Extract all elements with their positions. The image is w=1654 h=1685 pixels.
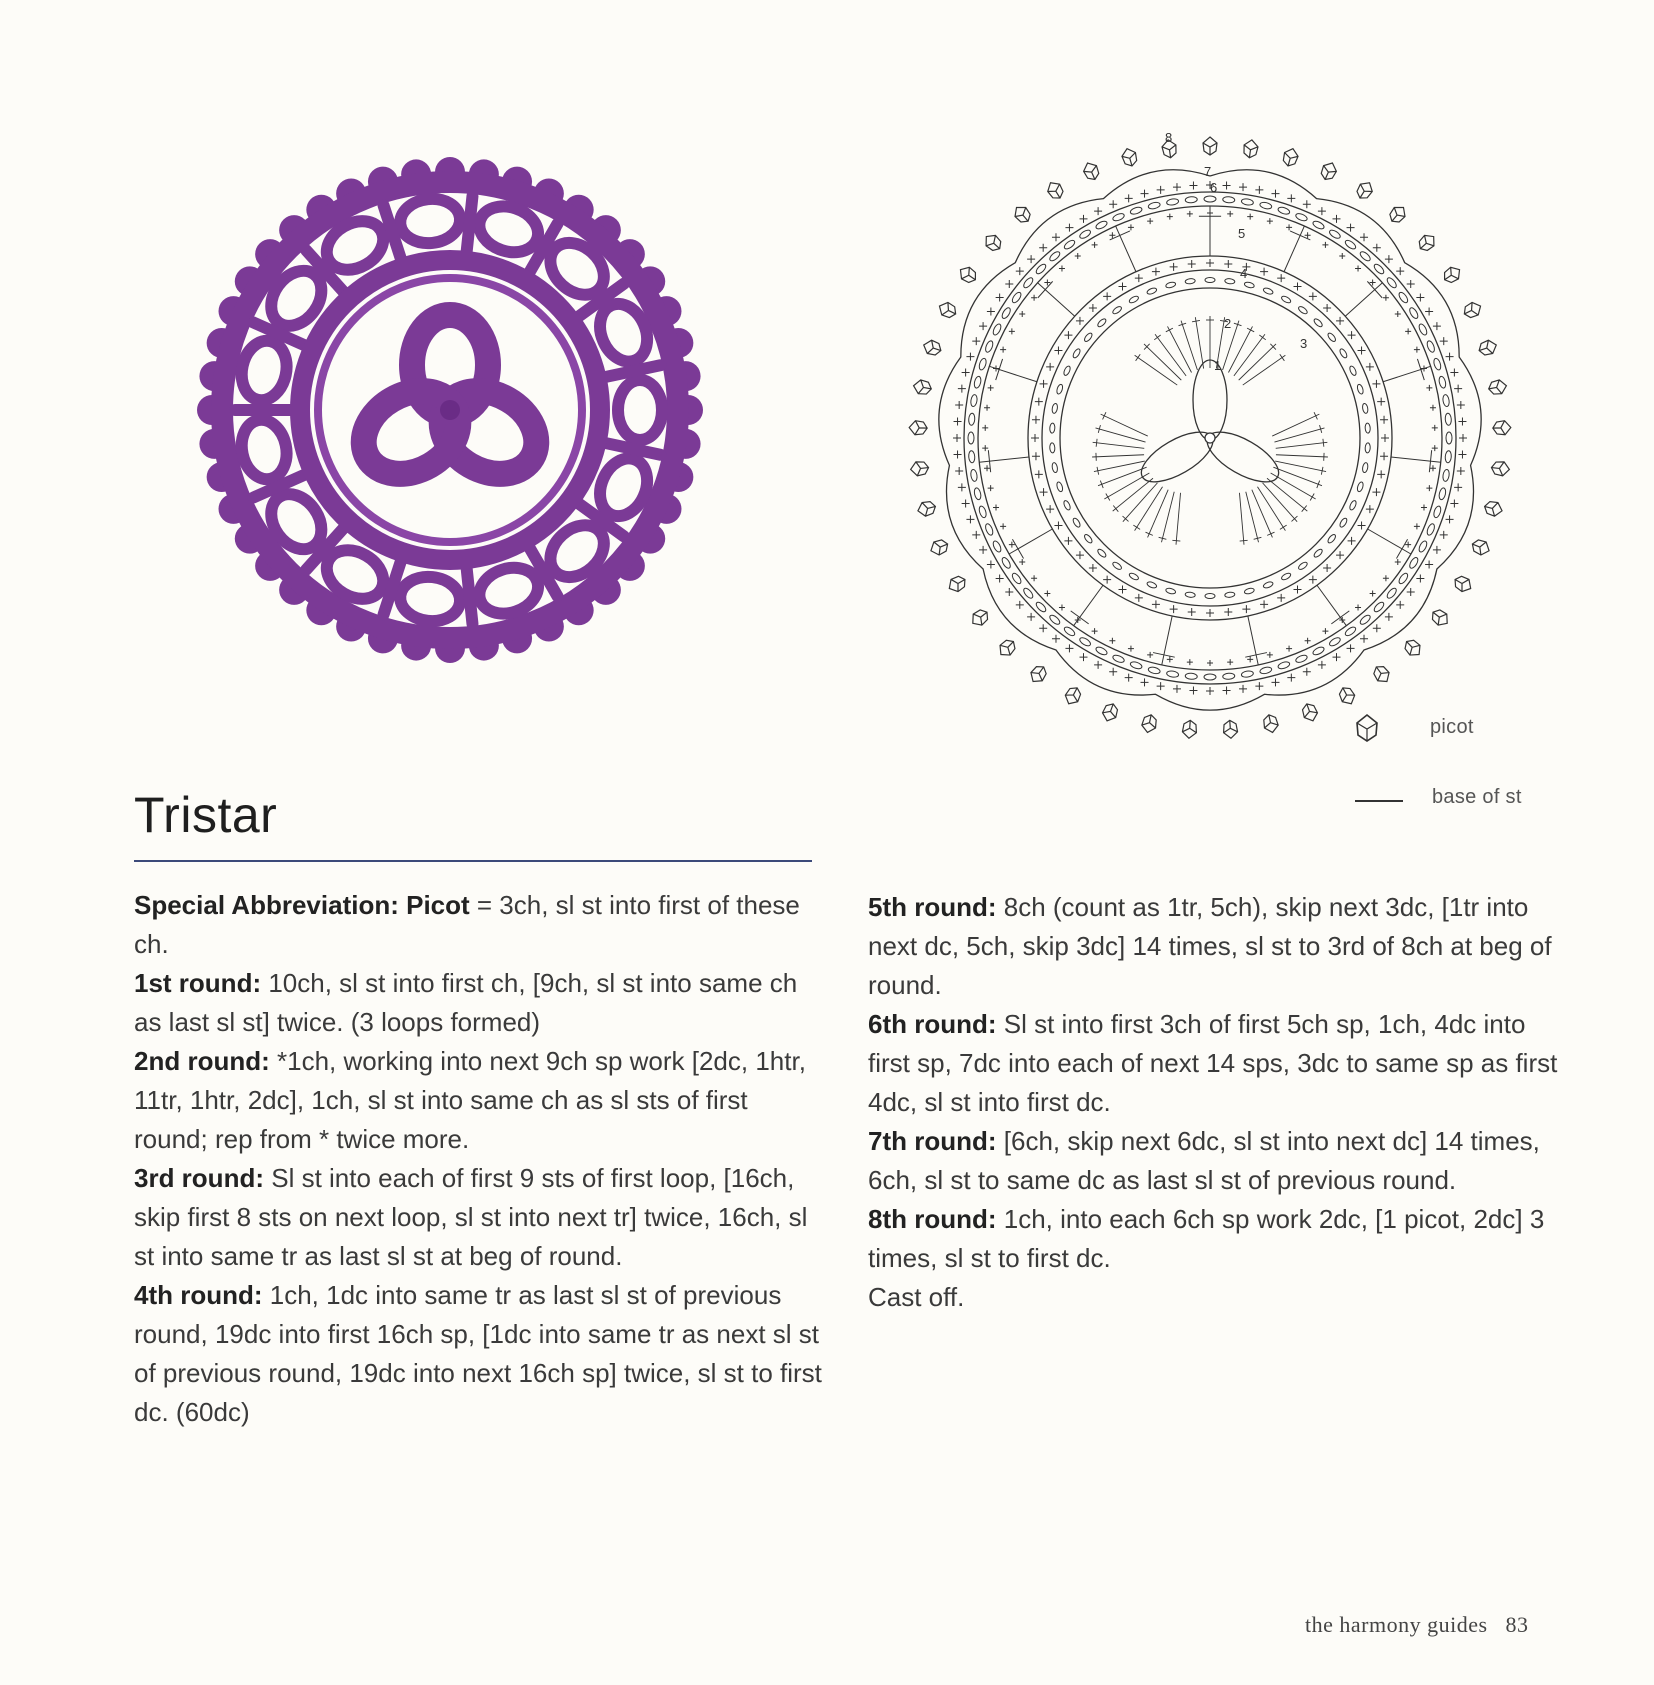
instruction-paragraph [134,1276,824,1432]
round-label: 7th round: [868,1126,997,1156]
round-number-label: 4 [1240,266,1248,281]
instruction-paragraph [134,1042,824,1159]
round-label: 5th round: [868,892,997,922]
round-label: 2nd round: [134,1046,270,1076]
round-text: 8ch (count as 1tr, 5ch), skip next 3dc, [1tr into next dc, 5ch, skip 3dc] 14 times, sl st to 3rd of 8ch at beg of round. [868,892,1552,1000]
round-text: 10ch, sl st into first ch, [9ch, sl st into same ch as last sl st] twice. (3 loops formed) [134,968,798,1037]
round-label: 3rd round: [134,1163,264,1193]
round-text: Sl st into each of first 9 sts of first loop, [16ch, skip first 8 sts on next loop, sl st into next tr] twice, 16ch, sl st into same tr as last sl st at beg of round. [134,1163,808,1271]
instructions-left-column [134,886,824,1432]
round-number-label: 6 [1210,180,1218,195]
instruction-paragraph [868,888,1558,1005]
instruction-paragraph [868,1200,1558,1278]
legend-base-line [1355,800,1403,802]
footer-series-title: the harmony guides [1305,1612,1488,1637]
page-number: 83 [1505,1612,1529,1637]
picot-legend-icon [1353,713,1381,743]
crochet-chart-diagram [900,128,1520,748]
round-number-label: 8 [1165,130,1173,145]
round-number-label: 5 [1238,226,1246,241]
round-number-label: 2 [1224,316,1232,331]
instruction-paragraph [134,964,824,1042]
round-text: *1ch, working into next 9ch sp work [2dc, 1htr, 11tr, 1htr, 2dc], 1ch, sl st into same ch as sl sts of first round; rep from * twice more. [134,1046,806,1154]
round-label: Special Abbreviation: Picot [134,890,470,920]
round-text: [6ch, skip next 6dc, sl st into next dc] 14 times, 6ch, sl st to same dc as last sl st of previous round. [868,1126,1540,1195]
page-title: Tristar [134,787,278,843]
instruction-paragraph [868,1278,1558,1317]
instruction-paragraph [134,886,824,964]
legend-picot-label: picot [1430,716,1474,738]
round-text: 1ch, 1dc into same tr as last sl st of previous round, 19dc into first 16ch sp, [1dc into same tr as next sl st of previous round, 19dc into next 16ch sp] twice, sl st to first dc. (60dc) [134,1280,822,1427]
instruction-paragraph [868,1122,1558,1200]
round-number-label: 1 [1214,358,1222,373]
round-text: = 3ch, sl st into first of these ch. [134,890,800,959]
instruction-paragraph [868,1005,1558,1122]
round-text: Sl st into first 3ch of first 5ch sp, 1ch, 4dc into first sp, 7dc into each of next 14 sps, 3dc to same sp as first 4dc, sl st into first dc. [868,1009,1558,1117]
page-footer [1305,1612,1529,1638]
round-label: 4th round: [134,1280,263,1310]
instructions-right-column [868,888,1558,1317]
round-label: 6th round: [868,1009,997,1039]
round-label: 1st round: [134,968,262,998]
legend-base-of-st-label: base of st [1432,786,1522,808]
round-number-label: 7 [1204,164,1212,179]
round-label: 8th round: [868,1204,997,1234]
round-text: 1ch, into each 6ch sp work 2dc, [1 picot, 2dc] 3 times, sl st to first dc. [868,1204,1545,1273]
round-text: Cast off. [868,1282,965,1312]
instruction-paragraph [134,1159,824,1276]
title-underline [134,860,812,862]
crochet-motif-photo [190,150,710,670]
round-number-label: 3 [1300,336,1308,351]
